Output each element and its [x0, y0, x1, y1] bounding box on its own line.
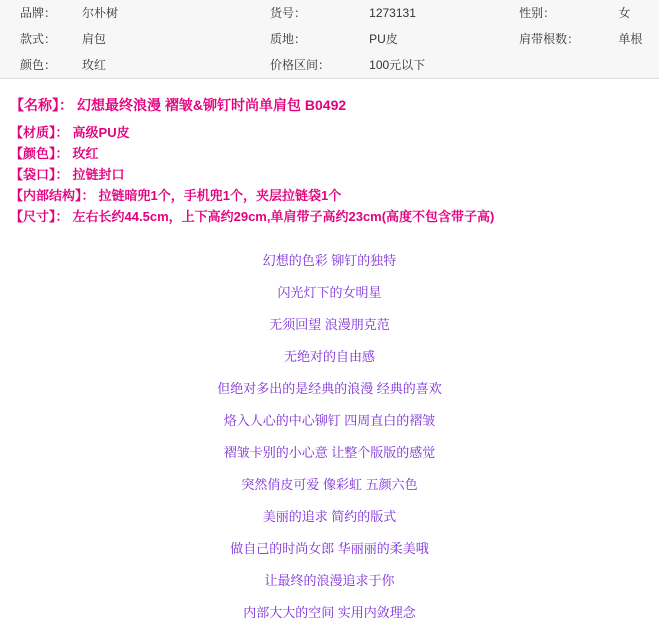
spacer-cell [0, 0, 20, 26]
spec-value-strapcount: 单根 [618, 32, 643, 46]
spec-value-style: 肩包 [81, 32, 106, 46]
attribute-row-color [10, 143, 659, 164]
marketing-copy-line: 做自己的时尚女郎 华丽丽的柔美哦 [230, 541, 429, 556]
attribute-separator: ： [59, 97, 73, 113]
attribute-value: 左右长约44.5cm，上下高约29cm,单肩带子高约23cm(高度不包含带子高) [72, 209, 495, 224]
table-row [0, 52, 659, 79]
attribute-row-interior [10, 185, 659, 206]
spec-value-itemno: 1273131 [369, 6, 416, 20]
spec-value-gender: 女 [618, 6, 631, 20]
attribute-row-material [10, 122, 659, 143]
attribute-separator: ： [55, 167, 69, 182]
spacer-cell [0, 26, 20, 52]
spec-label-pricerange: 价格区间： [269, 58, 330, 72]
attribute-value: 拉链暗兜1个，手机兜1个，夹层拉链袋1个 [98, 188, 342, 203]
marketing-copy-line: 内部大大的空间 实用内敛理念 [243, 605, 416, 620]
attribute-separator: ： [81, 188, 95, 203]
spec-label-brand: 品牌： [20, 6, 57, 20]
marketing-copy-line: 幻想的色彩 铆钉的独特 [262, 253, 397, 268]
marketing-copy-line: 烙入人心的中心铆钉 四周直白的褶皱 [223, 413, 436, 428]
spec-value-pricerange: 100元以下 [369, 58, 426, 72]
spec-value-brand: 尔朴树 [81, 6, 118, 20]
spec-label-itemno: 货号： [269, 6, 306, 20]
attribute-row-opening [10, 164, 659, 185]
attribute-label: 【名称】 [10, 97, 59, 113]
spec-table-body [0, 0, 659, 79]
spec-label-empty [519, 52, 612, 79]
marketing-copy-line: 让最终的浪漫追求于你 [264, 573, 395, 588]
attribute-row-name [10, 95, 659, 122]
attribute-label: 【袋口】 [10, 167, 56, 182]
marketing-copy-line: 美丽的追求 简约的版式 [262, 509, 397, 524]
spec-value-material: PU皮 [369, 32, 398, 46]
marketing-copy-block [0, 245, 659, 629]
spec-label-color: 颜色： [20, 58, 57, 72]
spec-label-material: 质地： [269, 32, 306, 46]
attribute-label: 【颜色】 [10, 146, 56, 161]
attribute-row-size [10, 206, 659, 227]
attribute-value: 高级PU皮 [72, 125, 130, 140]
attribute-label: 【尺寸】 [10, 209, 56, 224]
marketing-copy-line: 无绝对的自由感 [283, 349, 375, 364]
marketing-copy-line: 但绝对多出的是经典的浪漫 经典的喜欢 [217, 381, 442, 396]
spacer-cell [0, 52, 20, 79]
attribute-separator: ： [55, 146, 69, 161]
marketing-copy-line: 突然俏皮可爱 像彩虹 五颜六色 [241, 477, 418, 492]
spec-value-empty [612, 52, 659, 79]
spec-label-strapcount: 肩带根数： [519, 32, 580, 46]
attribute-label: 【材质】 [10, 125, 56, 140]
table-row [0, 26, 659, 52]
attribute-value: 玫红 [72, 146, 99, 161]
marketing-copy-line: 褶皱卡别的小心意 让整个版版的感觉 [223, 445, 436, 460]
spec-value-color: 玫红 [81, 58, 106, 72]
attribute-separator: ： [55, 125, 69, 140]
marketing-copy-line: 闪光灯下的女明星 [277, 285, 382, 300]
attribute-separator: ： [55, 209, 69, 224]
marketing-copy-line: 无须回望 浪漫朋克范 [269, 317, 390, 332]
spec-label-style: 款式： [20, 32, 57, 46]
spec-label-gender: 性别： [519, 6, 556, 20]
attribute-value: 幻想最终浪漫 褶皱&铆钉时尚单肩包 B0492 [77, 97, 347, 113]
product-attributes [0, 79, 659, 227]
attribute-value: 拉链封口 [72, 167, 125, 182]
attribute-label: 【内部结构】 [10, 188, 82, 203]
product-spec-table [0, 0, 659, 79]
table-row [0, 0, 659, 26]
